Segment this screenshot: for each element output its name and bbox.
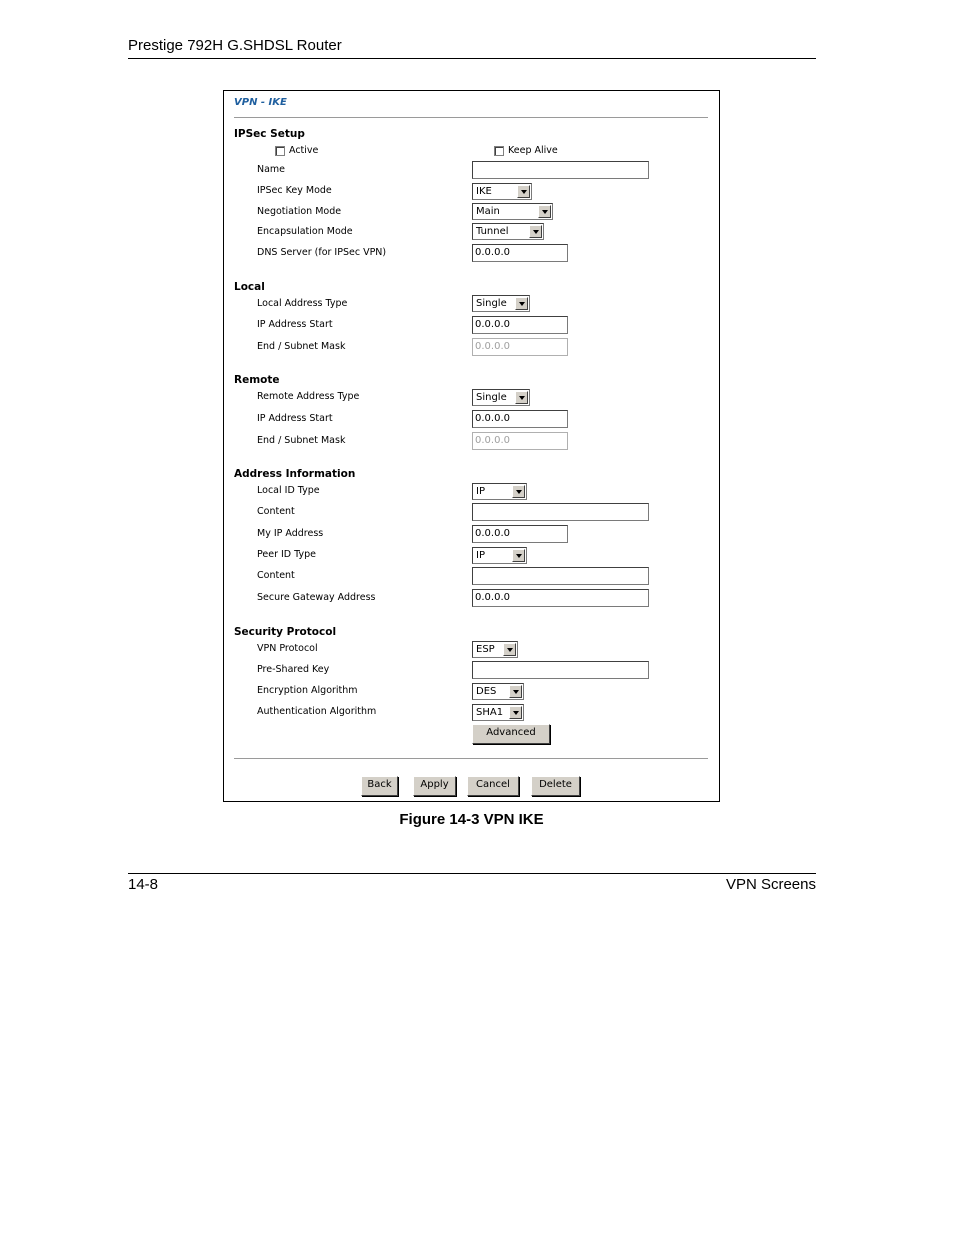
gateway-input[interactable]: 0.0.0.0 (472, 589, 649, 607)
active-checkbox[interactable] (275, 146, 285, 156)
local-end-mask-label: End / Subnet Mask (257, 341, 346, 352)
encapsulation-label: Encapsulation Mode (257, 226, 353, 237)
section-ipsec-setup: IPSec Setup (234, 128, 305, 140)
auth-value: SHA1 (476, 707, 504, 718)
local-id-type-label: Local ID Type (257, 485, 320, 496)
advanced-button[interactable]: Advanced (472, 724, 550, 744)
encryption-value: DES (476, 686, 497, 697)
negotiation-select[interactable] (472, 203, 553, 220)
chevron-down-icon (529, 225, 542, 238)
cancel-button[interactable]: Cancel (467, 776, 519, 796)
local-ip-start-input[interactable]: 0.0.0.0 (472, 316, 568, 334)
back-button[interactable]: Back (361, 776, 398, 796)
chevron-down-icon (517, 185, 530, 198)
keep-alive-checkbox[interactable] (494, 146, 504, 156)
chevron-down-icon (509, 706, 522, 719)
keep-alive-label: Keep Alive (508, 145, 558, 156)
title-divider (234, 117, 708, 118)
section-remote: Remote (234, 374, 280, 386)
page-number: 14-8 (128, 876, 159, 893)
section-address-information: Address Information (234, 468, 356, 480)
remote-address-type-label: Remote Address Type (257, 391, 360, 402)
auth-label: Authentication Algorithm (257, 706, 377, 717)
key-mode-select[interactable] (472, 183, 532, 200)
auth-select[interactable] (472, 704, 524, 721)
chevron-down-icon (509, 685, 522, 698)
section-security-protocol: Security Protocol (234, 626, 337, 638)
active-label: Active (289, 145, 319, 156)
local-content-label: Content (257, 506, 295, 517)
my-ip-label: My IP Address (257, 528, 324, 539)
section-local: Local (234, 281, 265, 293)
key-mode-label: IPSec Key Mode (257, 185, 332, 196)
gateway-label: Secure Gateway Address (257, 592, 376, 603)
local-id-type-value: IP (476, 486, 485, 497)
psk-input[interactable] (472, 661, 649, 679)
negotiation-label: Negotiation Mode (257, 206, 342, 217)
local-address-type-select[interactable] (472, 295, 530, 312)
apply-button[interactable]: Apply (413, 776, 456, 796)
encryption-select[interactable] (472, 683, 524, 700)
encryption-label: Encryption Algorithm (257, 685, 358, 696)
chevron-down-icon (503, 643, 516, 656)
chevron-down-icon (538, 205, 551, 218)
screen-title: VPN - IKE (234, 97, 287, 108)
peer-content-input[interactable] (472, 567, 649, 585)
negotiation-value: Main (476, 206, 500, 217)
remote-ip-start-input[interactable]: 0.0.0.0 (472, 410, 568, 428)
remote-ip-start-label: IP Address Start (257, 413, 333, 424)
local-ip-start-label: IP Address Start (257, 319, 333, 330)
buttons-divider (234, 758, 708, 759)
peer-content-label: Content (257, 570, 295, 581)
chevron-down-icon (515, 297, 528, 310)
remote-end-mask-input: 0.0.0.0 (472, 432, 568, 450)
my-ip-input[interactable]: 0.0.0.0 (472, 525, 568, 543)
document-footer (128, 873, 816, 895)
chevron-down-icon (512, 485, 525, 498)
dns-input[interactable]: 0.0.0.0 (472, 244, 568, 262)
peer-id-type-select[interactable] (472, 547, 527, 564)
encapsulation-value: Tunnel (476, 226, 509, 237)
peer-id-type-value: IP (476, 550, 485, 561)
name-label: Name (257, 164, 286, 175)
figure-caption: Figure 14-3 VPN IKE (399, 811, 544, 828)
key-mode-value: IKE (476, 186, 492, 197)
local-address-type-value: Single (476, 298, 507, 309)
remote-address-type-select[interactable] (472, 389, 530, 406)
vpn-ike-screen (223, 90, 720, 802)
local-id-type-select[interactable] (472, 483, 527, 500)
chevron-down-icon (512, 549, 525, 562)
remote-end-mask-label: End / Subnet Mask (257, 435, 346, 446)
local-address-type-label: Local Address Type (257, 298, 348, 309)
peer-id-type-label: Peer ID Type (257, 549, 316, 560)
chapter-name: VPN Screens (725, 876, 816, 893)
vpn-protocol-select[interactable] (472, 641, 518, 658)
name-input[interactable] (472, 161, 649, 179)
keep-alive-row (494, 145, 558, 156)
local-content-input[interactable] (472, 503, 649, 521)
local-end-mask-input: 0.0.0.0 (472, 338, 568, 356)
psk-label: Pre-Shared Key (257, 664, 330, 675)
chevron-down-icon (515, 391, 528, 404)
encapsulation-select[interactable] (472, 223, 544, 240)
delete-button[interactable]: Delete (531, 776, 580, 796)
vpn-protocol-label: VPN Protocol (257, 643, 318, 654)
vpn-protocol-value: ESP (476, 644, 495, 655)
dns-label: DNS Server (for IPSec VPN) (257, 247, 387, 258)
active-row (275, 145, 318, 156)
remote-address-type-value: Single (476, 392, 507, 403)
document-header: Prestige 792H G.SHDSL Router (128, 36, 816, 59)
